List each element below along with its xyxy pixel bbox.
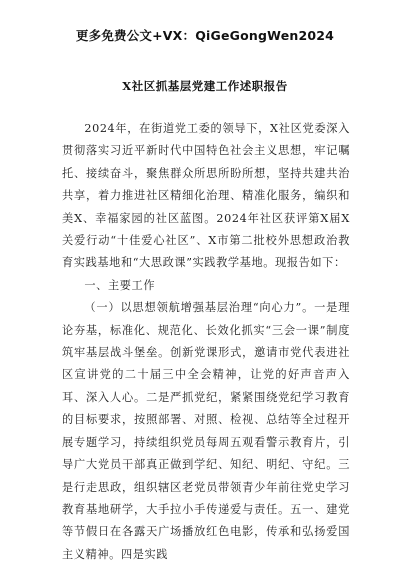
section-paragraph: （一）以思想领航增强基层治理“向心力”。一是理论夯基，标准化、规范化、长效化抓实“三会一课”制度筑牢基层战斗堡垒。创新党课形式，邀请市党代表进社区宣讲党的二十届三中全会精神，让党的好声音声入耳、深入人心。二是严抓党纪，紧紧围绕党纪学习教育的目标要求，按照部署、对照、检视、总结等全过程开展专题学习，持续组织党员每周五观看警示教育片，引导广大党员干部真正做到学纪、知纪、明纪、守纪。三是行走思政，组织辖区老党员带领青少年前往党史学习教育基地研学，大手拉小手传递爱与责任。五一、建党等节假日在各露天广场播放红色电影，传承和弘扬爱国主义精神。四是实践 [62, 301, 350, 561]
document-title: X社区抓基层党建工作述职报告 [122, 79, 288, 93]
document-body [62, 118, 350, 566]
section-heading: 一、主要工作 [84, 278, 156, 292]
intro-paragraph: 2024年，在街道党工委的领导下，X社区党委深入贯彻落实习近平新时代中国特色社会主义思想，牢记嘱托、接续奋斗，聚焦群众所思所盼所想，坚持共建共治共享，着力推进社区精细化治理、精准化服务，编织和美X、幸福家园的社区蓝图。2024年社区获评第X届X关爱行动“十佳爱心社区”、X市第二批校外思想政治教育实践基地和“大思政课”实践教学基地。现报告如下： [62, 122, 350, 270]
promo-banner: 更多免费公文+VX：QiGeGongWen2024 [75, 28, 335, 43]
